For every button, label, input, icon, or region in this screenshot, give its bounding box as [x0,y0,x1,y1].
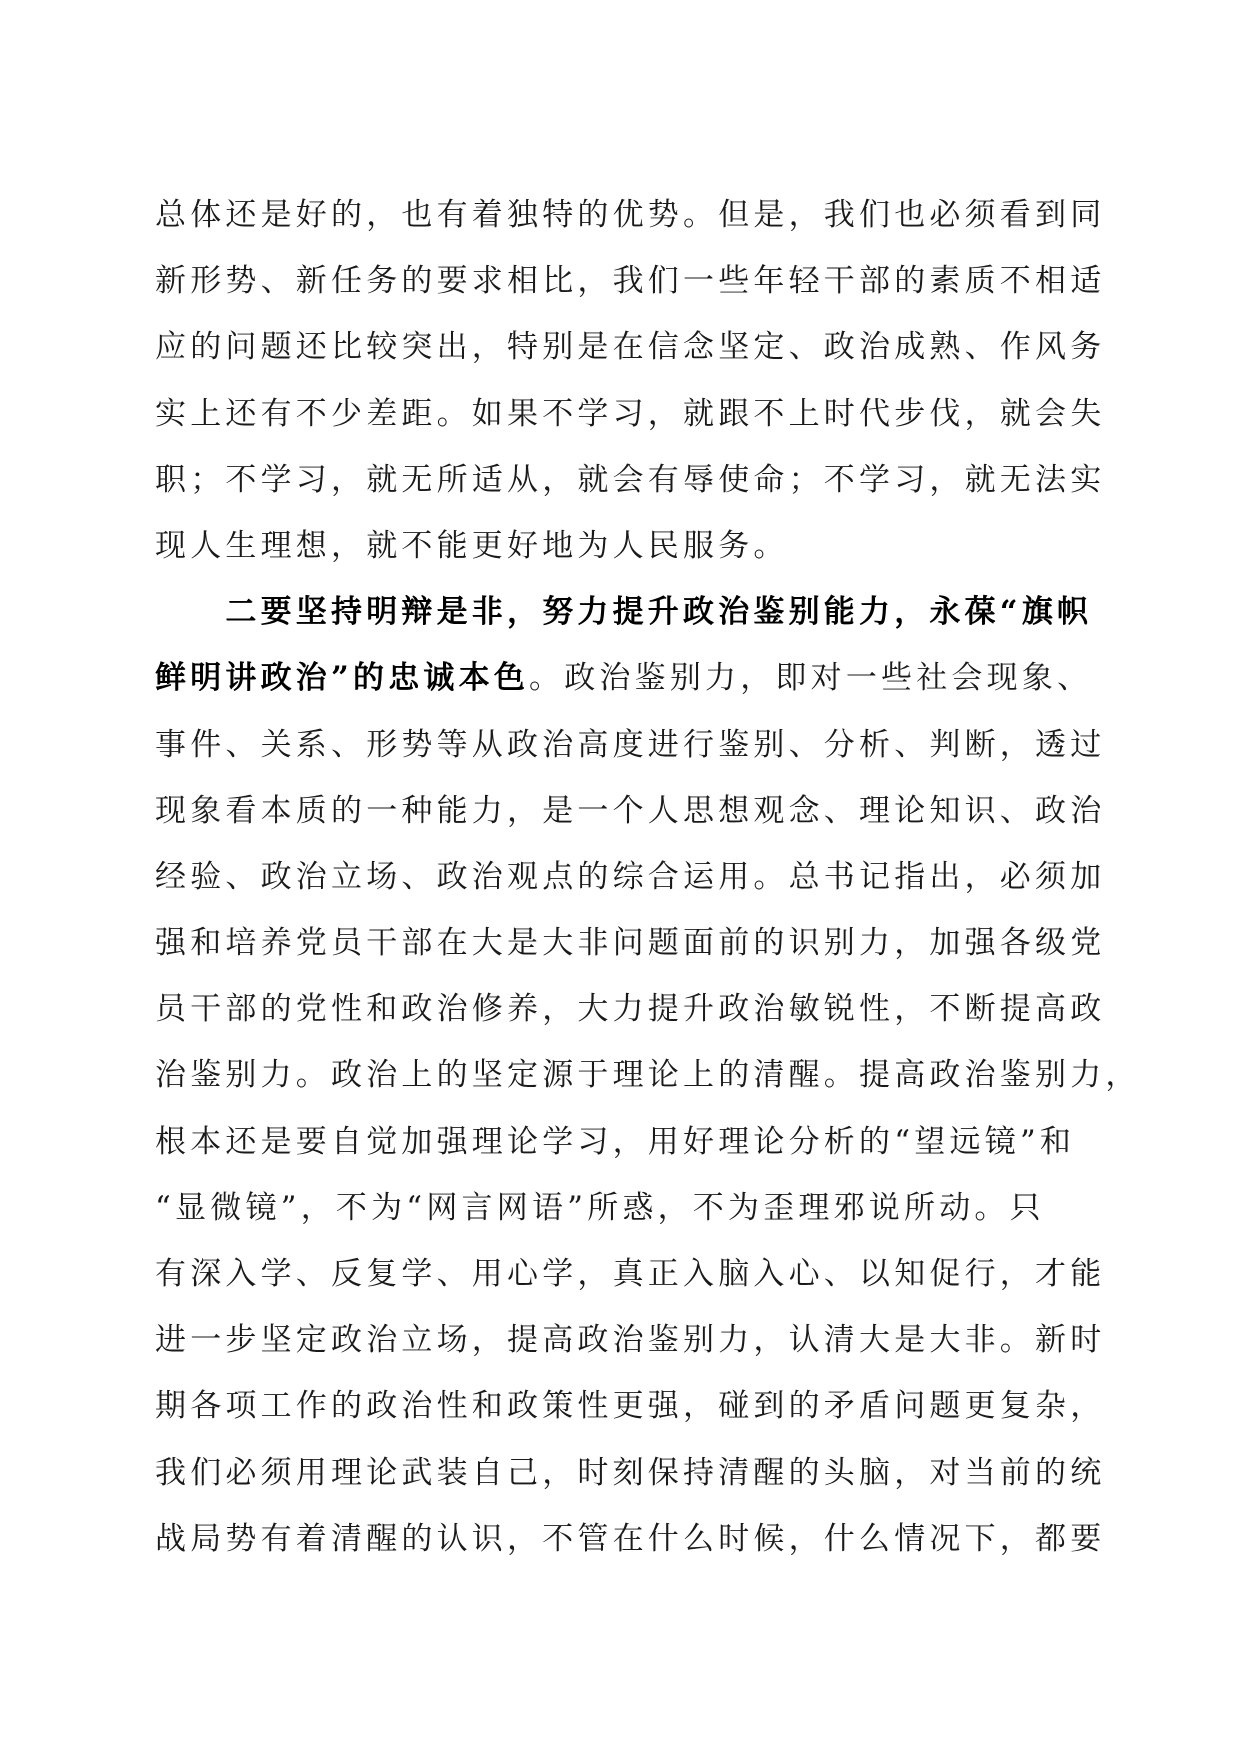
body-text: 。政治鉴别力，即对一些社会现象、 [529,660,1093,697]
text-line [155,1175,1085,1241]
text-line [155,844,1106,910]
body-text: 我们必须用理论武装自己，时刻保持清醒的头脑，对当前的统 [155,1454,1106,1491]
body-text: “显微镜”，不为“网言网语”所惑，不为歪理邪说所动。只 [155,1189,1045,1226]
body-text: 有深入学、反复学、用心学，真正入脑入心、以知促行，才能 [155,1256,1106,1292]
text-line [155,778,1106,844]
text-line [155,314,1106,380]
text-line [155,182,1106,248]
text-line [155,1241,1106,1307]
text-line [155,910,1106,976]
body-text: 现人生理想，就不能更好地为人民服务。 [155,527,789,564]
body-text: 现象看本质的一种能力，是一个人思想观念、理论知识、政治 [155,792,1106,829]
text-line [155,1109,1085,1175]
text-line [155,248,1106,314]
bold-heading-text: 二要坚持明辩是非，努力提升政治鉴别能力，永葆“旗帜 [155,594,1093,631]
body-text: 员干部的党性和政治修养，大力提升政治敏锐性，不断提高政 [155,991,1106,1028]
body-text: 战局势有着清醒的认识，不管在什么时候，什么情况下，都要 [155,1520,1106,1557]
body-text: 根本还是要自觉加强理论学习，用好理论分析的“望远镜”和 [155,1123,1076,1160]
text-line [155,1042,1141,1108]
body-text: 事件、关系、形势等从政治高度进行鉴别、分析、判断，透过 [155,726,1106,763]
body-text: 新形势、新任务的要求相比，我们一些年轻干部的素质不相适 [155,263,1106,300]
text-line [155,645,1093,711]
body-text: 应的问题还比较突出，特别是在信念坚定、政治成熟、作风务 [155,329,1106,366]
body-text: 进一步坚定政治立场，提高政治鉴别力，认清大是大非。新时 [155,1322,1106,1359]
text-line [155,381,1106,447]
body-text: 期各项工作的政治性和政策性更强，碰到的矛盾问题更复杂， [155,1388,1106,1425]
text-line [155,1373,1106,1439]
text-line [155,513,1085,579]
body-text: 经验、政治立场、政治观点的综合运用。总书记指出，必须加 [155,858,1106,895]
bold-heading-text: 鲜明讲政治”的忠诚本色 [155,660,530,697]
body-text: 职；不学习，就无所适从，就会有辱使命；不学习，就无法实 [155,461,1106,498]
text-line [155,712,1106,778]
text-line [155,976,1106,1042]
body-text: 强和培养党员干部在大是大非问题面前的识别力，加强各级党 [155,925,1106,962]
document-body [155,182,1141,1572]
text-line [155,447,1106,513]
text-line [155,1506,1106,1572]
body-text: 治鉴别力。政治上的坚定源于理论上的清醒。提高政治鉴别力， [155,1057,1141,1094]
body-text: 总体还是好的，也有着独特的优势。但是，我们也必须看到同 [155,197,1106,233]
text-line [155,1440,1106,1506]
body-text: 实上还有不少差距。如果不学习，就跟不上时代步伐，就会失 [155,395,1106,432]
text-line [155,579,1093,645]
text-line [155,1307,1106,1373]
